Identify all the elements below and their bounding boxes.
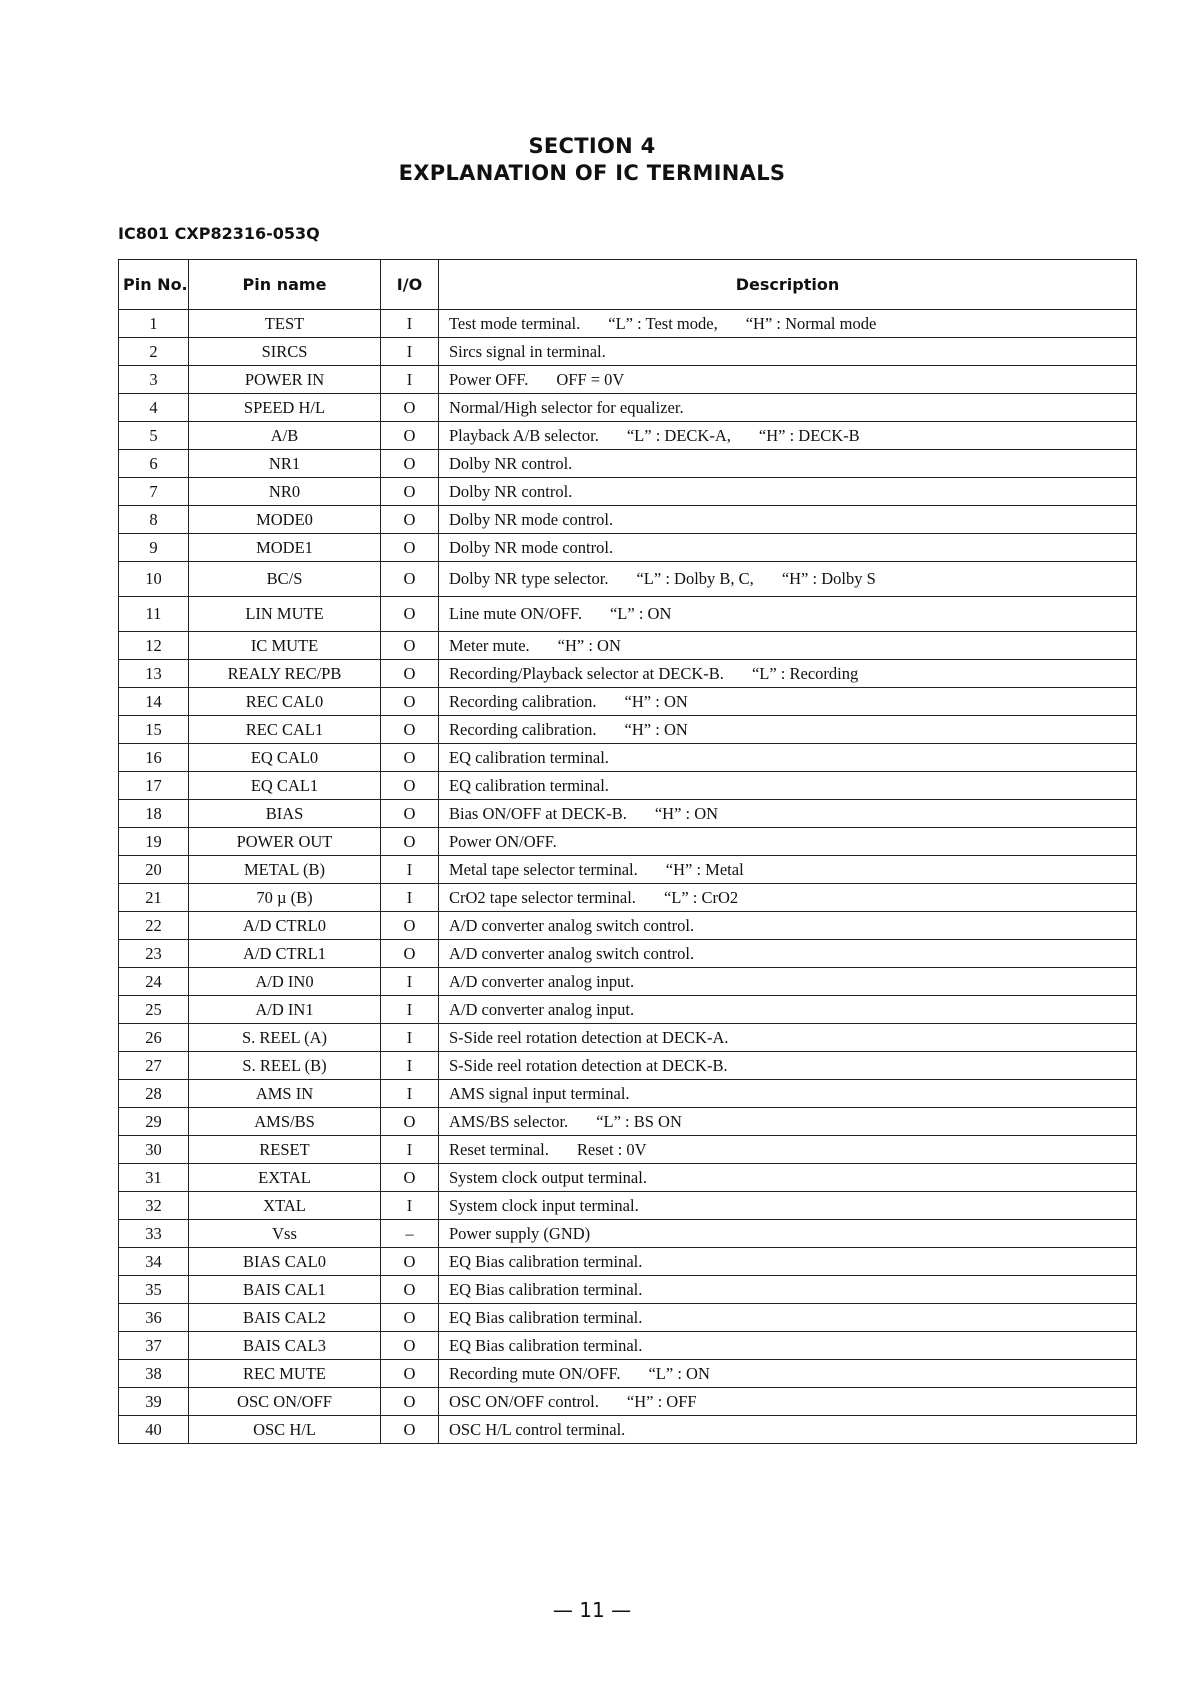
page-number: — 11 — [552,1598,632,1622]
pin-number-cell: 24 [119,968,189,996]
io-cell: O [381,1388,439,1416]
io-cell: I [381,366,439,394]
description-part: EQ Bias calibration terminal. [449,1307,643,1327]
description-cell [439,1108,1137,1136]
pin-name-cell: SIRCS [189,338,381,366]
description-cell [439,310,1137,338]
table-row [119,338,1137,366]
pin-number-cell: 38 [119,1360,189,1388]
table-row [119,310,1137,338]
description-part: A/D converter analog input. [449,999,635,1019]
description-part: “L” : BS ON [596,1111,682,1131]
pin-name-cell: A/D IN0 [189,968,381,996]
description-cell [439,772,1137,800]
description-part: CrO2 tape selector terminal. [449,887,636,907]
pin-name-cell: REC CAL0 [189,688,381,716]
io-cell: O [381,716,439,744]
io-cell: O [381,940,439,968]
description-part: “L” : Test mode, [608,313,718,333]
description-part: Dolby NR type selector. [449,569,609,588]
description-cell [439,632,1137,660]
pin-name-cell: Vss [189,1220,381,1248]
pin-number-cell: 6 [119,450,189,478]
table-row [119,996,1137,1024]
io-cell: O [381,1304,439,1332]
pin-name-cell: REALY REC/PB [189,660,381,688]
description-cell [439,1024,1137,1052]
table-row [119,884,1137,912]
description-cell [439,422,1137,450]
io-cell: I [381,1052,439,1080]
description-part: “H” : OFF [626,1391,697,1411]
pin-name-cell: EXTAL [189,1164,381,1192]
description-cell [439,912,1137,940]
pin-number-cell: 31 [119,1164,189,1192]
description-cell [439,506,1137,534]
io-cell: O [381,800,439,828]
description-part: Playback A/B selector. [449,425,599,445]
io-cell: O [381,1164,439,1192]
description-cell [439,1164,1137,1192]
table-row [119,394,1137,422]
pin-number-cell: 15 [119,716,189,744]
description-part: Sircs signal in terminal. [449,341,606,361]
description-part: OSC H/L control terminal. [449,1419,626,1439]
pin-name-cell: 70 µ (B) [189,884,381,912]
pin-name-cell: BIAS CAL0 [189,1248,381,1276]
io-cell: I [381,884,439,912]
description-cell [439,716,1137,744]
pin-number-cell: 10 [119,562,189,597]
description-cell [439,940,1137,968]
table-row [119,534,1137,562]
description-part: Dolby NR mode control. [449,509,614,529]
description-cell [439,1276,1137,1304]
description-cell [439,562,1137,597]
pin-name-cell: BAIS CAL3 [189,1332,381,1360]
description-cell [439,1332,1137,1360]
table-row [119,1220,1137,1248]
pin-number-cell: 32 [119,1192,189,1220]
column-header-description: Description [439,260,1137,310]
pin-name-cell: A/D CTRL0 [189,912,381,940]
io-cell: O [381,688,439,716]
table-row [119,506,1137,534]
io-cell: O [381,660,439,688]
pin-number-cell: 33 [119,1220,189,1248]
pin-number-cell: 18 [119,800,189,828]
description-part: Power supply (GND) [449,1223,591,1243]
description-part: Line mute ON/OFF. [449,604,582,623]
table-row [119,968,1137,996]
table-row [119,1080,1137,1108]
io-cell: I [381,1136,439,1164]
section-heading [0,133,1184,187]
description-cell [439,1388,1137,1416]
description-part: Dolby NR control. [449,453,573,473]
io-cell: I [381,1080,439,1108]
io-cell: O [381,632,439,660]
io-cell: O [381,506,439,534]
pin-name-cell: IC MUTE [189,632,381,660]
pin-name-cell: METAL (B) [189,856,381,884]
table-row [119,478,1137,506]
io-cell: O [381,534,439,562]
description-part: Recording calibration. [449,719,597,739]
pin-name-cell: MODE1 [189,534,381,562]
pin-number-cell: 40 [119,1416,189,1444]
pin-number-cell: 21 [119,884,189,912]
io-cell: O [381,1360,439,1388]
description-cell [439,1360,1137,1388]
description-cell [439,1192,1137,1220]
io-cell: I [381,338,439,366]
description-cell [439,394,1137,422]
description-cell [439,1304,1137,1332]
table-row [119,744,1137,772]
io-cell: O [381,422,439,450]
pin-number-cell: 29 [119,1108,189,1136]
pin-name-cell: LIN MUTE [189,597,381,632]
pin-number-cell: 35 [119,1276,189,1304]
io-cell: O [381,1416,439,1444]
description-part: OSC ON/OFF control. [449,1391,599,1411]
table-row [119,1108,1137,1136]
description-part: Metal tape selector terminal. [449,859,638,879]
pin-name-cell: NR0 [189,478,381,506]
description-cell [439,1136,1137,1164]
pin-name-cell: AMS IN [189,1080,381,1108]
pin-number-cell: 25 [119,996,189,1024]
pin-name-cell: EQ CAL0 [189,744,381,772]
pin-number-cell: 4 [119,394,189,422]
description-part: Bias ON/OFF at DECK-B. [449,803,627,823]
description-cell [439,1052,1137,1080]
table-row [119,828,1137,856]
pin-name-cell: A/B [189,422,381,450]
description-part: “L” : Dolby B, C, [636,569,754,588]
io-cell: O [381,562,439,597]
io-cell: O [381,744,439,772]
io-cell: I [381,856,439,884]
description-part: “L” : CrO2 [663,887,739,907]
description-cell [439,534,1137,562]
pin-name-cell: S. REEL (B) [189,1052,381,1080]
column-header-pin-no: Pin No. [119,260,189,310]
io-cell: O [381,1332,439,1360]
io-cell: I [381,1192,439,1220]
description-part: Power ON/OFF. [449,831,557,851]
pin-number-cell: 2 [119,338,189,366]
ic-terminal-table [118,259,1137,1444]
table-row [119,1164,1137,1192]
column-header-io: I/O [381,260,439,310]
description-part: System clock output terminal. [449,1167,647,1187]
description-cell [439,338,1137,366]
description-part: Meter mute. [449,635,530,655]
pin-number-cell: 1 [119,310,189,338]
description-part: “H” : DECK-B [758,425,860,445]
pin-name-cell: TEST [189,310,381,338]
pin-number-cell: 36 [119,1304,189,1332]
description-part: A/D converter analog switch control. [449,915,695,935]
description-cell [439,800,1137,828]
table-row [119,366,1137,394]
description-part: Recording calibration. [449,691,597,711]
pin-name-cell: A/D CTRL1 [189,940,381,968]
io-cell: O [381,1108,439,1136]
table-row [119,422,1137,450]
description-cell [439,744,1137,772]
pin-number-cell: 5 [119,422,189,450]
io-cell: I [381,1024,439,1052]
description-cell [439,884,1137,912]
description-part: Power OFF. [449,369,529,389]
pin-number-cell: 9 [119,534,189,562]
description-part: A/D converter analog switch control. [449,943,695,963]
table-row [119,912,1137,940]
table-row [119,772,1137,800]
table-row [119,940,1137,968]
pin-name-cell: OSC ON/OFF [189,1388,381,1416]
description-part: “H” : Dolby S [781,569,876,588]
pin-number-cell: 19 [119,828,189,856]
pin-number-cell: 26 [119,1024,189,1052]
io-cell: O [381,912,439,940]
description-cell [439,1416,1137,1444]
description-part: OFF = 0V [556,369,625,389]
description-cell [439,1220,1137,1248]
pin-name-cell: OSC H/L [189,1416,381,1444]
description-part: Reset : 0V [576,1139,647,1159]
description-cell [439,450,1137,478]
description-part: Recording/Playback selector at DECK-B. [449,663,724,683]
table-row [119,660,1137,688]
pin-name-cell: S. REEL (A) [189,1024,381,1052]
description-cell [439,1248,1137,1276]
pin-name-cell: BAIS CAL2 [189,1304,381,1332]
pin-number-cell: 20 [119,856,189,884]
description-part: Normal/High selector for equalizer. [449,397,684,417]
io-cell: – [381,1220,439,1248]
io-cell: O [381,772,439,800]
description-cell [439,996,1137,1024]
io-cell: O [381,828,439,856]
description-part: EQ Bias calibration terminal. [449,1335,643,1355]
ic-label: IC801 CXP82316-053Q [118,224,320,243]
io-cell: O [381,1276,439,1304]
table-row [119,1248,1137,1276]
description-part: S-Side reel rotation detection at DECK-B. [449,1055,728,1075]
description-part: A/D converter analog input. [449,971,635,991]
pin-name-cell: MODE0 [189,506,381,534]
pin-name-cell: REC MUTE [189,1360,381,1388]
table-row [119,1416,1137,1444]
table-row [119,632,1137,660]
description-part: “H” : ON [624,691,688,711]
pin-number-cell: 39 [119,1388,189,1416]
description-cell [439,856,1137,884]
pin-number-cell: 27 [119,1052,189,1080]
pin-number-cell: 13 [119,660,189,688]
pin-number-cell: 34 [119,1248,189,1276]
table-row [119,1276,1137,1304]
table-row [119,1192,1137,1220]
pin-name-cell: SPEED H/L [189,394,381,422]
table-row [119,1332,1137,1360]
description-cell [439,366,1137,394]
pin-name-cell: AMS/BS [189,1108,381,1136]
pin-number-cell: 22 [119,912,189,940]
description-part: AMS signal input terminal. [449,1083,630,1103]
table-row [119,597,1137,632]
io-cell: O [381,450,439,478]
pin-name-cell: REC CAL1 [189,716,381,744]
description-part: “L” : ON [609,604,672,623]
description-part: “H” : ON [557,635,621,655]
table-row [119,688,1137,716]
description-cell [439,1080,1137,1108]
pin-name-cell: EQ CAL1 [189,772,381,800]
description-part: Dolby NR mode control. [449,537,614,557]
description-cell [439,828,1137,856]
io-cell: O [381,1248,439,1276]
table-row [119,1024,1137,1052]
description-part: “H” : Normal mode [745,313,877,333]
description-part: Recording mute ON/OFF. [449,1363,621,1383]
io-cell: O [381,597,439,632]
table-row [119,562,1137,597]
pin-number-cell: 28 [119,1080,189,1108]
pin-name-cell: BIAS [189,800,381,828]
pin-number-cell: 17 [119,772,189,800]
pin-name-cell: XTAL [189,1192,381,1220]
description-cell [439,597,1137,632]
pin-number-cell: 12 [119,632,189,660]
pin-number-cell: 14 [119,688,189,716]
table-row [119,716,1137,744]
pin-name-cell: POWER OUT [189,828,381,856]
description-part: “L” : DECK-A, [626,425,731,445]
description-part: “H” : Metal [665,859,744,879]
description-part: EQ calibration terminal. [449,775,609,795]
pin-name-cell: BC/S [189,562,381,597]
description-part: “L” : Recording [751,663,859,683]
description-part: EQ Bias calibration terminal. [449,1279,643,1299]
io-cell: O [381,394,439,422]
description-part: AMS/BS selector. [449,1111,569,1131]
table-row [119,1136,1137,1164]
description-part: EQ calibration terminal. [449,747,609,767]
section-number: SECTION 4 [528,134,656,158]
pin-number-cell: 23 [119,940,189,968]
description-part: EQ Bias calibration terminal. [449,1251,643,1271]
pin-number-cell: 8 [119,506,189,534]
description-part: Test mode terminal. [449,313,581,333]
pin-name-cell: RESET [189,1136,381,1164]
table-row [119,1388,1137,1416]
pin-number-cell: 30 [119,1136,189,1164]
description-part: Dolby NR control. [449,481,573,501]
io-cell: O [381,478,439,506]
table-row [119,450,1137,478]
pin-number-cell: 11 [119,597,189,632]
pin-number-cell: 16 [119,744,189,772]
pin-number-cell: 7 [119,478,189,506]
pin-name-cell: POWER IN [189,366,381,394]
description-cell [439,688,1137,716]
column-header-pin-name: Pin name [189,260,381,310]
io-cell: I [381,310,439,338]
table-row [119,1304,1137,1332]
pin-number-cell: 3 [119,366,189,394]
description-part: “H” : ON [624,719,688,739]
io-cell: I [381,996,439,1024]
description-part: System clock input terminal. [449,1195,639,1215]
table-header-row [119,260,1137,310]
description-part: “L” : ON [648,1363,710,1383]
table-row [119,800,1137,828]
pin-name-cell: NR1 [189,450,381,478]
pin-number-cell: 37 [119,1332,189,1360]
description-cell [439,478,1137,506]
table-row [119,1052,1137,1080]
description-part: S-Side reel rotation detection at DECK-A. [449,1027,729,1047]
io-cell: I [381,968,439,996]
pin-name-cell: BAIS CAL1 [189,1276,381,1304]
description-part: “H” : ON [654,803,719,823]
section-title: EXPLANATION OF IC TERMINALS [398,161,786,185]
pin-name-cell: A/D IN1 [189,996,381,1024]
table-row [119,1360,1137,1388]
description-part: Reset terminal. [449,1139,549,1159]
description-cell [439,968,1137,996]
table-row [119,856,1137,884]
description-cell [439,660,1137,688]
